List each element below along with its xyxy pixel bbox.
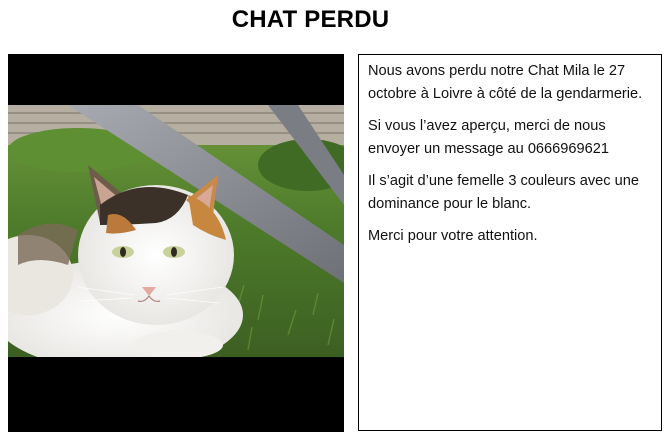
description-box xyxy=(358,54,662,431)
page-title: CHAT PERDU xyxy=(231,6,390,33)
paragraph-lost-info: Nous avons perdu notre Chat Mila le 27 octobre à Loivre à côté de la gendarmerie. xyxy=(368,63,643,102)
paragraph-description: Il s’agit d’une femelle 3 couleurs avec une dominance pour le blanc. xyxy=(368,173,639,212)
cat-photo xyxy=(8,105,344,357)
cat-photo-frame xyxy=(8,54,344,432)
paragraph-thanks: Merci pour votre attention. xyxy=(368,228,538,244)
paragraph-contact: Si vous l’avez aperçu, merci de nous envoyer un message au 0666969621 xyxy=(368,118,609,157)
